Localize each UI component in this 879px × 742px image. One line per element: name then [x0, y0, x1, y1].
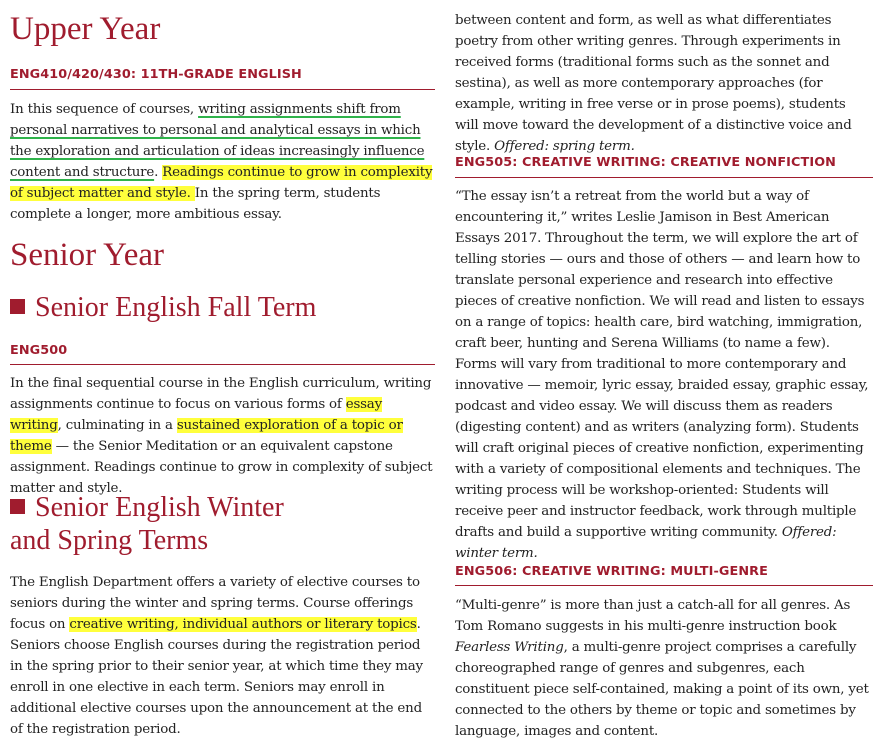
eng410-text-1: In this sequence of courses,: [10, 102, 199, 117]
continued-text: between content and form, as well as what differentiates poetry from other writing genres. Through experiments in received forms (traditional forms such as the sonnet and sestina), as well as more contemporary approaches (for example, writing in free verse or in prose poems), students will move toward the development of a distinctive voice and style.: [455, 13, 852, 154]
eng500-highlight-2: sustained exploration of a topic or theme: [10, 418, 403, 454]
eng410-text-3: In the spring term, students complete a longer, more ambitious essay.: [10, 186, 381, 222]
eng506-description: [455, 595, 873, 742]
elective-highlight: creative writing, individual authors or literary topics: [69, 617, 417, 632]
eng410-underlined-text: writing assignments shift from personal narratives to personal and analytical essays in which the exploration and articulation of ideas increasingly influence content and structure: [10, 102, 425, 180]
eng506-divider: [455, 585, 873, 586]
eng505-divider: [455, 177, 873, 178]
eng506-book-title: Fearless Writing: [455, 640, 564, 655]
winter-title-line-1: Senior English Winter: [35, 492, 284, 523]
eng500-description: [10, 373, 435, 499]
winter-title-line-2: and Spring Terms: [10, 525, 209, 556]
eng506-course-code: ENG506: CREATIVE WRITING: MULTI-GENRE: [455, 564, 768, 579]
senior-year-heading: Senior Year: [10, 237, 164, 273]
eng500-course-code: ENG500: [10, 343, 68, 358]
winter-spring-heading: [10, 491, 435, 557]
eng410-divider: [10, 89, 435, 90]
elective-text-1: The English Department offers a variety of elective courses to seniors during the winter and spring terms. Course offerings focus on: [10, 575, 420, 632]
elective-text-2: . Seniors choose English courses during the registration period in the spring prior to their senior year, at which time they may enroll in one elective in each term. Seniors may enroll in additional elective courses upon the announcement at the end of the registration period.: [10, 617, 423, 737]
eng500-highlight-1: essay writing: [10, 397, 382, 433]
square-bullet-icon: [10, 299, 25, 314]
eng410-highlight: Readings continue to grow in complexity of subject matter and style.: [10, 165, 433, 201]
fall-term-title: Senior English Fall Term: [35, 292, 317, 323]
eng500-divider: [10, 364, 435, 365]
eng505-text: “The essay isn’t a retreat from the world but a way of encountering it,” writes Leslie Jamison in Best American Essays 2017. Throughout the term, we will explore the art of telling stories — ours and those of others — and learn how to translate personal experience and research into effective pieces of creative nonfiction. We will read and listen to essays on a range of topics: health care, bird watching, immigration, craft beer, hunting and Serena Williams (to name a few). Forms will vary from traditional to more contemporary and innovative — memoir, lyric essay, braided essay, graphic essay, podcast and video essay. We will discuss them as readers (digesting content) and as writers (analyzing form). Students will craft original pieces of creative nonfiction, experimenting with a variety of compositional elements and techniques. The writing process will be workshop-oriented: Students will receive peer and instructor feedback, work through multiple drafts and build a supportive writing community.: [455, 189, 869, 540]
eng500-text-3: — the Senior Meditation or an equivalent capstone assignment. Readings continue to grow in complexity of subject matter and style.: [10, 439, 433, 496]
continued-offered: Offered: spring term.: [494, 139, 635, 154]
eng500-text-1: In the final sequential course in the English curriculum, writing assignments continue to focus on various forms of: [10, 376, 432, 412]
eng505-course-code: ENG505: CREATIVE WRITING: CREATIVE NONFICTION: [455, 155, 836, 170]
fall-term-heading: [10, 291, 435, 324]
eng410-text-2: .: [154, 165, 163, 180]
eng505-offered: Offered: winter term.: [455, 525, 837, 561]
eng506-text-1: “Multi-genre” is more than just a catch-all for all genres. As Tom Romano suggests in his multi-genre instruction book: [455, 598, 851, 634]
square-bullet-icon: [10, 499, 25, 514]
elective-description: [10, 572, 435, 740]
upper-year-heading: Upper Year: [10, 11, 161, 47]
continued-paragraph: [455, 10, 873, 157]
eng506-text-2: , a multi-genre project comprises a carefully choreographed range of genres and subgenres, each constituent piece self-contained, making a point of its own, yet connected to the others by theme or topic and sometimes by language, images and content.: [455, 640, 869, 739]
eng410-description: [10, 99, 435, 225]
eng500-text-2: , culminating in a: [57, 418, 177, 433]
eng505-description: [455, 186, 873, 564]
eng410-course-code: ENG410/420/430: 11TH-GRADE ENGLISH: [10, 67, 302, 82]
